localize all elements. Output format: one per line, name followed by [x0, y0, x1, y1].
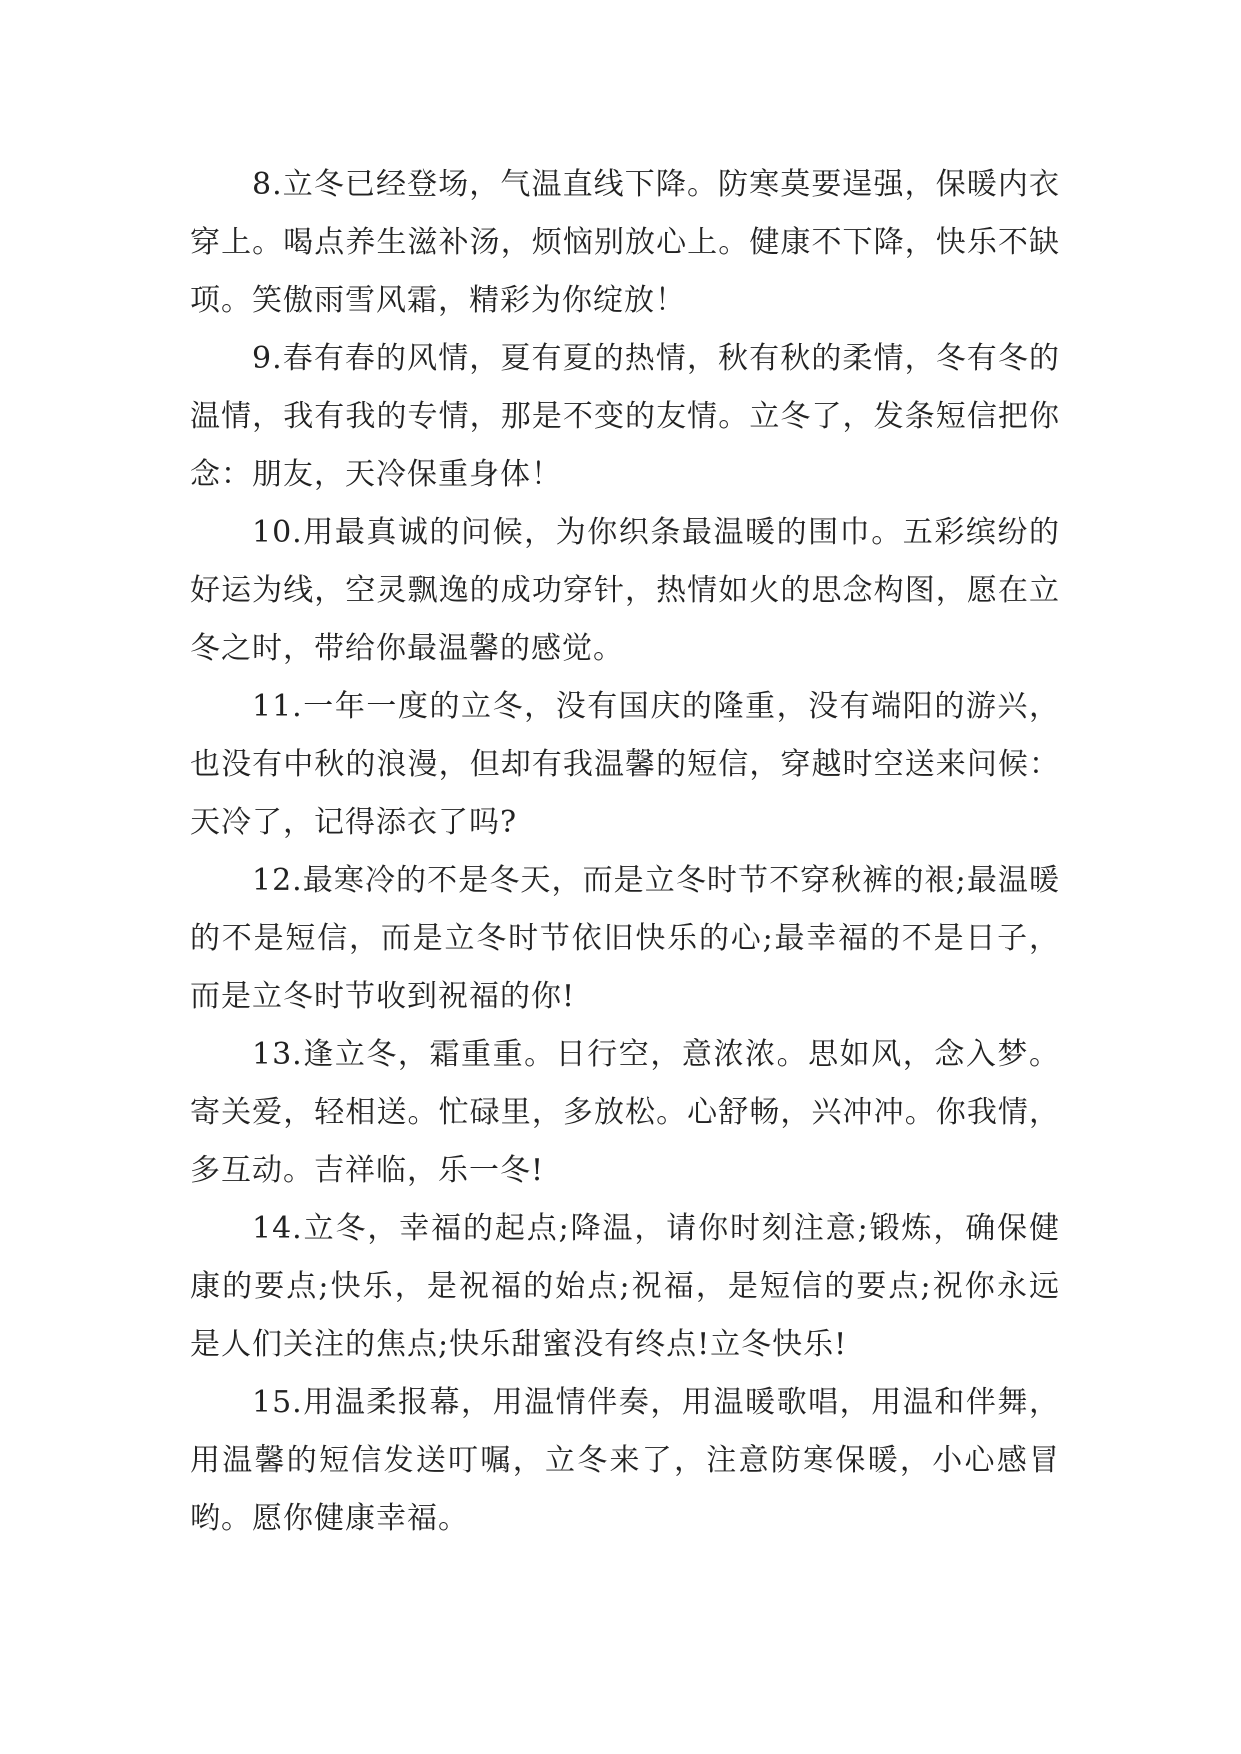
paragraph-15: 15.用温柔报幕，用温情伴奏，用温暖歌唱，用温和伴舞，用温馨的短信发送叮嘱，立冬来了，注意防寒保暖，小心感冒哟。愿你健康幸福。 — [190, 1385, 1060, 1536]
paragraph-11: 11.一年一度的立冬，没有国庆的隆重，没有端阳的游兴，也没有中秋的浪漫，但却有我温馨的短信，穿越时空送来问候：天冷了，记得添衣了吗? — [190, 689, 1060, 840]
paragraph-12: 12.最寒冷的不是冬天，而是立冬时节不穿秋裤的裉;最温暖的不是短信，而是立冬时节依旧快乐的心;最幸福的不是日子，而是立冬时节收到祝福的你! — [190, 863, 1060, 1014]
paragraph-9: 9.春有春的风情，夏有夏的热情，秋有秋的柔情，冬有冬的温情，我有我的专情，那是不变的友情。立冬了，发条短信把你念：朋友，天冷保重身体！ — [190, 341, 1060, 492]
paragraph-13: 13.逢立冬，霜重重。日行空，意浓浓。思如风，念入梦。寄关爱，轻相送。忙碌里，多放松。心舒畅，兴冲冲。你我情，多互动。吉祥临，乐一冬! — [190, 1037, 1060, 1188]
paragraph-10: 10.用最真诚的问候，为你织条最温暖的围巾。五彩缤纷的好运为线，空灵飘逸的成功穿针，热情如火的思念构图，愿在立冬之时，带给你最温馨的感觉。 — [190, 515, 1060, 666]
document-body — [190, 156, 1060, 1548]
paragraph-8: 8.立冬已经登场，气温直线下降。防寒莫要逞强，保暖内衣穿上。喝点养生滋补汤，烦恼别放心上。健康不下降，快乐不缺项。笑傲雨雪风霜，精彩为你绽放！ — [190, 167, 1060, 318]
paragraph-14: 14.立冬，幸福的起点;降温，请你时刻注意;锻炼，确保健康的要点;快乐，是祝福的始点;祝福，是短信的要点;祝你永远是人们关注的焦点;快乐甜蜜没有终点!立冬快乐! — [190, 1211, 1060, 1362]
